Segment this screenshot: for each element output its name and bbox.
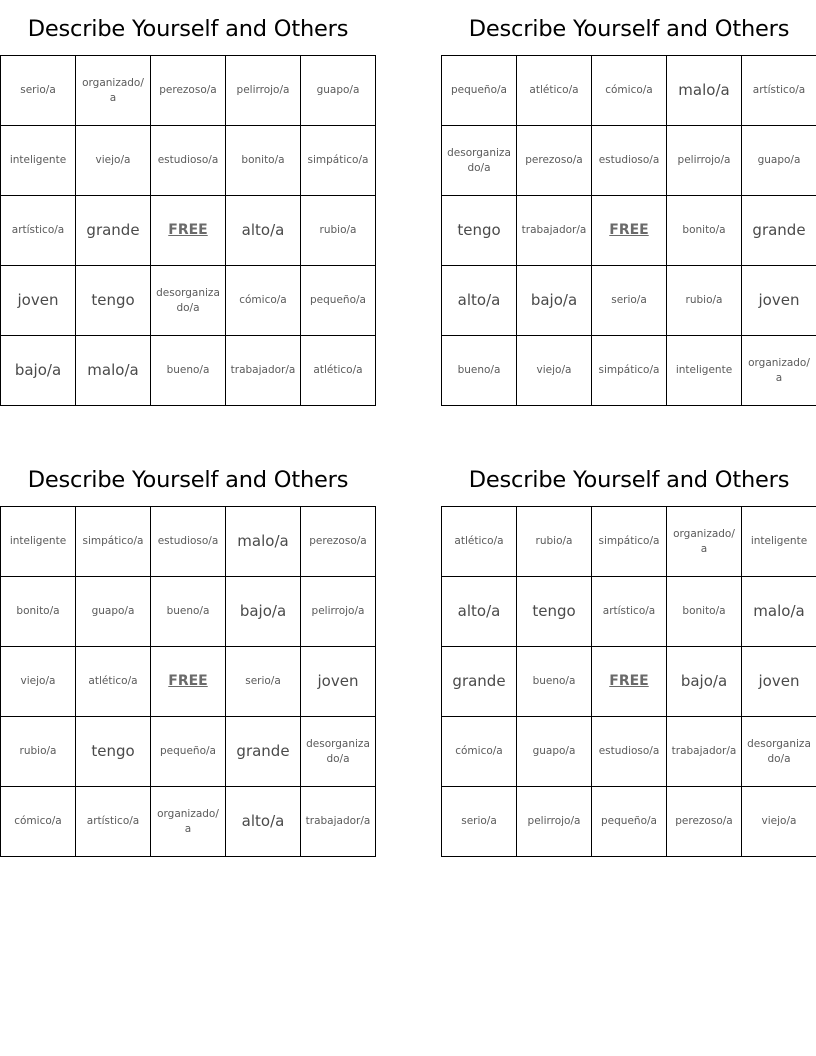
bingo-cell: atlético/a — [76, 647, 151, 717]
card-title: Describe Yourself and Others — [27, 467, 349, 493]
bingo-cell: alto/a — [226, 196, 301, 266]
bingo-cell: rubio/a — [301, 196, 376, 266]
bingo-cell: rubio/a — [1, 717, 76, 787]
bingo-cell: alto/a — [442, 266, 517, 336]
bingo-cell: viejo/a — [517, 336, 592, 406]
bingo-cell: bueno/a — [151, 336, 226, 406]
bingo-cell: joven — [742, 647, 816, 717]
bingo-cell: joven — [742, 266, 816, 336]
card-title: Describe Yourself and Others — [27, 16, 349, 42]
bingo-cell: bonito/a — [1, 577, 76, 647]
bingo-cell: tengo — [76, 717, 151, 787]
bingo-cell: trabajador/a — [517, 196, 592, 266]
bingo-cell: pelirrojo/a — [301, 577, 376, 647]
bingo-cell: bajo/a — [667, 647, 742, 717]
bingo-cell: bajo/a — [517, 266, 592, 336]
bingo-cell: cómico/a — [226, 266, 301, 336]
bingo-cell: cómico/a — [1, 787, 76, 857]
bingo-cell: grande — [76, 196, 151, 266]
bingo-cell: tengo — [76, 266, 151, 336]
bingo-card — [441, 12, 816, 406]
bingo-cell: guapo/a — [76, 577, 151, 647]
bingo-cell: artístico/a — [76, 787, 151, 857]
bingo-cell: estudioso/a — [592, 717, 667, 787]
bingo-cell: simpático/a — [592, 507, 667, 577]
bingo-cell: organizado/a — [151, 787, 226, 857]
bingo-grid — [0, 55, 376, 406]
bingo-cell: artístico/a — [742, 56, 816, 126]
bingo-cell: perezoso/a — [517, 126, 592, 196]
bingo-cell: inteligente — [1, 507, 76, 577]
bingo-cell: desorganizado/a — [442, 126, 517, 196]
bingo-cell: pelirrojo/a — [667, 126, 742, 196]
bingo-cell: bueno/a — [151, 577, 226, 647]
bingo-cell: simpático/a — [592, 336, 667, 406]
bingo-cell: serio/a — [442, 787, 517, 857]
bingo-cell: pequeño/a — [151, 717, 226, 787]
bingo-cell: artístico/a — [592, 577, 667, 647]
bingo-cell: trabajador/a — [301, 787, 376, 857]
bingo-grid — [441, 55, 816, 406]
bingo-cell: viejo/a — [1, 647, 76, 717]
bingo-cell: guapo/a — [301, 56, 376, 126]
bingo-cell: joven — [1, 266, 76, 336]
bingo-grid — [0, 506, 376, 857]
free-space: FREE — [151, 196, 226, 266]
bingo-cell: alto/a — [442, 577, 517, 647]
bingo-cell: atlético/a — [517, 56, 592, 126]
bingo-cell: pequeño/a — [442, 56, 517, 126]
card-title: Describe Yourself and Others — [468, 16, 790, 42]
bingo-cell: bajo/a — [1, 336, 76, 406]
bingo-cell: rubio/a — [517, 507, 592, 577]
free-space: FREE — [151, 647, 226, 717]
bingo-card — [0, 12, 376, 406]
bingo-cell: malo/a — [667, 56, 742, 126]
bingo-cell: inteligente — [1, 126, 76, 196]
bingo-cell: cómico/a — [442, 717, 517, 787]
bingo-cell: estudioso/a — [592, 126, 667, 196]
free-space: FREE — [592, 196, 667, 266]
bingo-cell: bonito/a — [667, 577, 742, 647]
bingo-cell: perezoso/a — [667, 787, 742, 857]
bingo-cell: perezoso/a — [301, 507, 376, 577]
bingo-cell: serio/a — [226, 647, 301, 717]
bingo-cell: estudioso/a — [151, 126, 226, 196]
bingo-cell: trabajador/a — [667, 717, 742, 787]
bingo-cell: bajo/a — [226, 577, 301, 647]
bingo-cell: simpático/a — [76, 507, 151, 577]
bingo-cell: pelirrojo/a — [517, 787, 592, 857]
bingo-cell: atlético/a — [301, 336, 376, 406]
bingo-cell: serio/a — [1, 56, 76, 126]
bingo-cell: perezoso/a — [151, 56, 226, 126]
bingo-card — [0, 463, 376, 857]
bingo-cell: organizado/a — [76, 56, 151, 126]
bingo-cell: serio/a — [592, 266, 667, 336]
bingo-cell: bueno/a — [442, 336, 517, 406]
bingo-cell: inteligente — [667, 336, 742, 406]
bingo-cell: artístico/a — [1, 196, 76, 266]
bingo-cell: estudioso/a — [151, 507, 226, 577]
bingo-cell: grande — [226, 717, 301, 787]
bingo-cell: cómico/a — [592, 56, 667, 126]
bingo-cell: pequeño/a — [592, 787, 667, 857]
bingo-cell: malo/a — [226, 507, 301, 577]
bingo-cell: grande — [742, 196, 816, 266]
bingo-cell: guapo/a — [517, 717, 592, 787]
bingo-cell: tengo — [442, 196, 517, 266]
bingo-cell: viejo/a — [742, 787, 816, 857]
bingo-cell: desorganizado/a — [301, 717, 376, 787]
bingo-cell: guapo/a — [742, 126, 816, 196]
bingo-cell: alto/a — [226, 787, 301, 857]
bingo-cell: malo/a — [76, 336, 151, 406]
bingo-cell: desorganizado/a — [742, 717, 816, 787]
bingo-cell: atlético/a — [442, 507, 517, 577]
bingo-cell: bonito/a — [226, 126, 301, 196]
bingo-cell: pelirrojo/a — [226, 56, 301, 126]
free-space: FREE — [592, 647, 667, 717]
bingo-cell: desorganizado/a — [151, 266, 226, 336]
bingo-cell: tengo — [517, 577, 592, 647]
bingo-card — [441, 463, 816, 857]
bingo-cell: pequeño/a — [301, 266, 376, 336]
bingo-cell: organizado/a — [742, 336, 816, 406]
bingo-cell: bonito/a — [667, 196, 742, 266]
bingo-cell: bueno/a — [517, 647, 592, 717]
bingo-cell: malo/a — [742, 577, 816, 647]
bingo-cell: simpático/a — [301, 126, 376, 196]
bingo-grid — [441, 506, 816, 857]
card-title: Describe Yourself and Others — [468, 467, 790, 493]
bingo-cell: grande — [442, 647, 517, 717]
bingo-cell: viejo/a — [76, 126, 151, 196]
bingo-cell: trabajador/a — [226, 336, 301, 406]
bingo-cell: inteligente — [742, 507, 816, 577]
bingo-cell: organizado/a — [667, 507, 742, 577]
bingo-cell: rubio/a — [667, 266, 742, 336]
bingo-cell: joven — [301, 647, 376, 717]
